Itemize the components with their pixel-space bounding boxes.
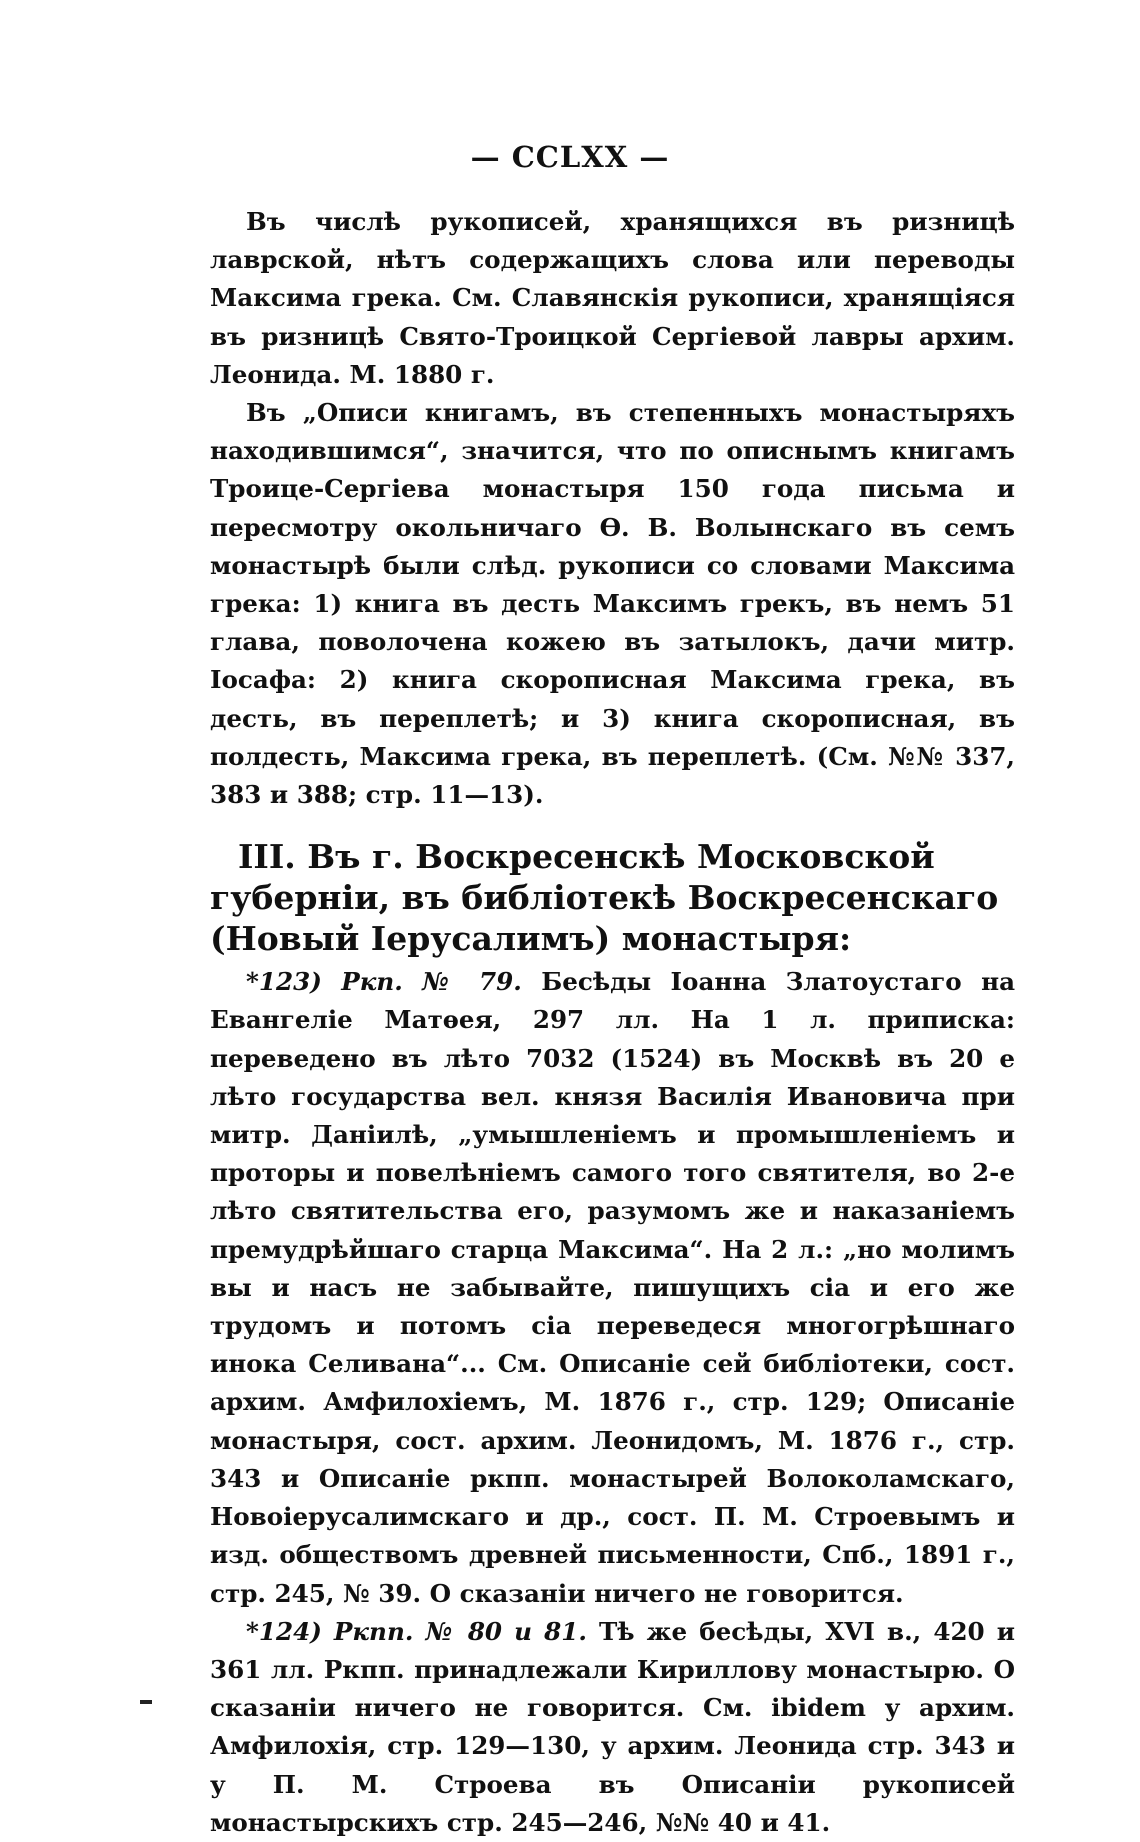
entry-124 [210, 1613, 1015, 1842]
paragraph-inventory: Въ „Описи книгамъ, въ степенныхъ монастыряхъ находившимся“, значится, что по описнымъ книгамъ Троице-Сергіева монастыря 150 года письма и пересмотру окольничаго Ѳ. В. Волынскаго въ семъ монастырѣ были слѣд. рукописи со словами Максима грека: 1) книга въ десть Максимъ грекъ, въ немъ 51 глава, поволочена кожею въ затылокъ, дачи митр. Іосафа: 2) книга скорописная Максима грека, въ десть, въ переплетѣ; и 3) книга скорописная, въ полдесть, Максима грека, въ переплетѣ. (См. №№ 337, 383 и 388; стр. 11—13). [210, 398, 1015, 810]
paragraph-lavra-manuscripts: Въ числѣ рукописей, хранящихся въ ризницѣ лаврской, нѣтъ содержащихъ слова или переводы Максима грека. См. Славянскія рукописи, хранящіяся въ ризницѣ Свято-Троицкой Сергіевой лавры архим. Леонида. М. 1880 г. [210, 207, 1015, 389]
entry-123 [210, 963, 1015, 1612]
entry-ref: *124) Ркпп. № 80 и 81. [246, 1616, 587, 1646]
page-number: — CCLXX — [470, 140, 670, 174]
section-heading: III. Въ г. Воскресенскѣ Московской губерніи, въ библіотекѣ Воскресенскаго (Новый Іерусалимъ) монастыря: [210, 837, 999, 959]
entry-text: Бесѣды Іоанна Златоустаго на Евангеліе Матѳея, 297 лл. На 1 л. приписка: переведено въ лѣто 7032 (1524) въ Москвѣ въ 20 е лѣто государства вел. князя Василія Ивановича при митр. Даніилѣ, „умышленіемъ и промышленіемъ и проторы и повелѣніемъ самого того святителя, во 2-е лѣто святительства его, разумомъ же и наказаніемъ премудрѣйшаго старца Максима“. На 2 л.: „но молимъ вы и насъ не забывайте, пишущихъ сіа и его же трудомъ и потомъ сіа переведеся многогрѣшнаго инока Селивана“... См. Описаніе сей библіотеки, сост. архим. Амфилохіемъ, М. 1876 г., стр. 129; Описаніе монастыря, сост. архим. Леонидомъ, М. 1876 г., стр. 343 и Описаніе ркпп. монастырей Волоколамскаго, Новоіерусалимскаго и др., сост. П. М. Строевымъ и изд. обществомъ древней письменности, Спб., 1891 г., стр. 245, № 39. О сказаніи ничего не говорится. [210, 967, 1016, 1608]
margin-mark [140, 1700, 152, 1704]
text-column [210, 203, 1015, 1842]
entry-text: Тѣ же бесѣды, XVI в., 420 и 361 лл. Ркпп. принадлежали Кириллову монастырю. О сказаніи ничего не говорится. См. ibidem у архим. Амфилохія, стр. 129—130, у архим. Леонида стр. 343 и у П. М. Строева въ Описаніи рукописей монастырскихъ стр. 245—246, №№ 40 и 41. [210, 1616, 1015, 1837]
entry-ref: *123) Ркп. № 79. [246, 967, 522, 997]
